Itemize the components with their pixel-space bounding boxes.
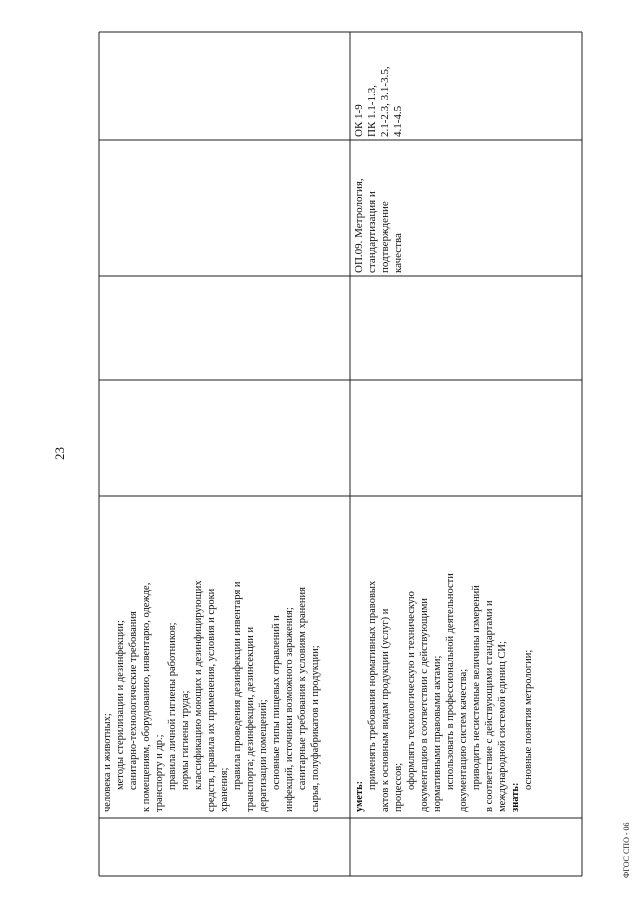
- text-line: использовать в профессиональной деятельности: [445, 573, 456, 790]
- text-line: нормы гигиены труда;: [180, 690, 191, 790]
- discipline-cell-text: [353, 178, 405, 273]
- text-line: ОП.09. Метрология,: [353, 178, 365, 273]
- text-line: документацию в соответствии с действующими: [419, 597, 430, 812]
- text-line: санитарно-технологические требования: [128, 611, 139, 790]
- text-line: процессов;: [393, 762, 404, 812]
- text-line: хранения;: [219, 767, 230, 812]
- text-line: средств, правила их применения, условия и сроки: [206, 588, 217, 812]
- text-line: международной системой единиц СИ;: [497, 641, 508, 812]
- text-line: оформлять технологическую и техническую: [406, 591, 417, 790]
- text-line: санитарные требования к условиям хранения: [297, 587, 308, 790]
- text-line: правила проведения дезинфекции инвентаря и: [232, 581, 243, 790]
- text-line: к помещениям, оборудованию, инвентарю, одежде,: [141, 582, 152, 812]
- text-line: 4.1-4.5: [392, 105, 404, 137]
- text-line: 2.1-2.3, 3.1-3.5,: [379, 66, 391, 137]
- text-line: стандартизация и: [366, 191, 378, 273]
- text-line: правила личной гигиены работников;: [167, 622, 178, 790]
- skills-heading: уметь:: [354, 780, 365, 812]
- footer-label: ФГОС СПО - 06: [622, 822, 631, 878]
- text-line: транспорта; дезинфекции, дезинсекции и: [245, 626, 256, 812]
- text-line: человека и животных;: [102, 713, 113, 812]
- text-line: транспорту и др.;: [154, 734, 165, 812]
- text-line: качества: [392, 233, 404, 273]
- text-line: основные типы пищевых отравлений и: [271, 615, 282, 790]
- competencies-cell-text: [353, 66, 405, 137]
- row2-skills-knowledge-text: [353, 573, 535, 812]
- text-line: классификацию моющих и дезинфицирующих: [193, 580, 204, 790]
- text-line: приводить несистемные величины измерений: [471, 585, 482, 790]
- page-number: 23: [52, 447, 67, 460]
- text-line: в соответствие с действующими стандартами и: [484, 600, 495, 812]
- text-line: нормативными правовыми актами;: [432, 655, 443, 812]
- text-line: основные понятия метрологии;: [523, 649, 534, 790]
- text-line: ОК 1-9: [353, 104, 365, 137]
- text-line: методы стерилизации и дезинфекции;: [115, 620, 126, 790]
- text-line: сырья, полуфабрикатов и продукции;: [310, 645, 321, 812]
- text-line: актов к основным видам продукции (услуг) и: [380, 608, 391, 812]
- text-line: инфекций, источники возможного заражения;: [284, 607, 295, 812]
- text-line: документацию систем качества;: [458, 668, 469, 812]
- text-line: дератизации помещений;: [258, 699, 269, 812]
- text-line: применять требования нормативных правовых: [367, 580, 378, 790]
- text-line: ПК 1.1-1.3,: [366, 85, 378, 137]
- text-line: подтверждение: [379, 201, 391, 273]
- row1-requirements-text: [101, 580, 322, 812]
- knowledge-heading: знать:: [510, 782, 521, 812]
